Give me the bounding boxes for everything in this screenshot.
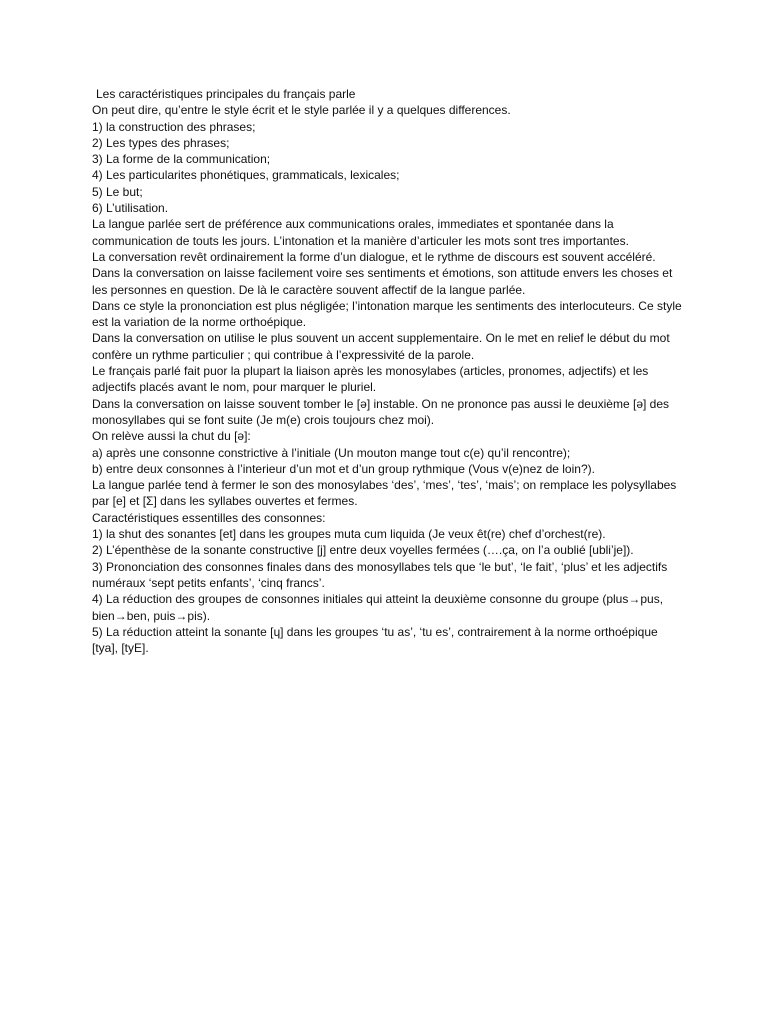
- list-item: 2) Les types des phrases;: [92, 135, 230, 150]
- paragraph: La langue parlée tend à fermer le son des monosylabes ‘des’, ‘mes’, ‘tes’, ‘mais’; on remplace les polysyllabes par [e] et [Σ] dans les syllabes ouvertes et fermes.: [92, 478, 677, 509]
- list-item: 5) Le but;: [92, 184, 143, 199]
- paragraph: On peut dire, qu’entre le style écrit et le style parlée il y a quelques differences.: [92, 103, 511, 118]
- paragraph: Dans la conversation on utilise le plus souvent un accent supplementaire. On le met en relief le début du mot confère un rythme particulier ; qui contribue à l’expressivité de la parole.: [92, 331, 670, 362]
- list-item: a) après une consonne constrictive à l’initiale (Un mouton mange tout c(e) qu’il rencontre);: [92, 445, 571, 460]
- paragraph: On relève aussi la chut du [ə]:: [92, 429, 251, 444]
- section-heading: Caractéristiques essentilles des consonnes:: [92, 510, 326, 525]
- paragraph: La langue parlée sert de préférence aux communications orales, immediates et spontanée dans la communication de touts les jours. L’intonation et la manière d’articuler les mots sont tres importantes.: [92, 217, 629, 248]
- paragraph: Dans ce style la prononciation est plus négligée; l’intonation marque les sentiments des interlocuteurs. Ce style est la variation de la norme orthoépique.: [92, 298, 682, 330]
- list-item: 5) La réduction atteint la sonante [ɥ] dans les groupes ‘tu as’, ‘tu es’, contrairement à la norme orthoépique [tya], [tyE].: [92, 624, 658, 656]
- list-item: 4) La réduction des groupes de consonnes initiales qui atteint la deuxième consonne du groupe (plus→pus, bien→ben, puis→pis).: [92, 592, 664, 623]
- list-item: 2) L’épenthèse de la sonante constructive [j] entre deux voyelles fermées (….ça, on l’a oublié [ubli’je]).: [92, 543, 634, 558]
- paragraph: La conversation revêt ordinairement la forme d’un dialogue, et le rythme de discours est souvent accéléré. Dans la conversation on laisse facilement voire ses sentiments et émotions, son attitude envers les choses et les personnes en question. De là le caractère souvent affectif de la langue parlée.: [92, 249, 673, 297]
- document-body: [92, 86, 682, 656]
- list-item: 3) Prononciation des consonnes finales dans des monosyllabes tels que ‘le but’, ‘le fait’, ‘plus’ et les adjectifs numéraux ‘sept petits enfants’, ‘cinq francs’.: [92, 559, 668, 590]
- paragraph: Le français parlé fait puor la plupart la liaison après les monosylabes (articles, pronomes, adjectifs) et les adjectifs placés avant le nom, pour marquer le pluriel.: [92, 364, 649, 395]
- list-item: 4) Les particularites phonétiques, grammaticals, lexicales;: [92, 168, 400, 183]
- list-item: 1) la shut des sonantes [et] dans les groupes muta cum liquida (Je veux êt(re) chef d’orchest(re).: [92, 527, 606, 542]
- list-item: 3) La forme de la communication;: [92, 152, 271, 167]
- document-title: Les caractéristiques principales du français parle: [96, 87, 356, 101]
- list-item: b) entre deux consonnes à l’interieur d’un mot et d’un group rythmique (Vous v(e)nez de loin?).: [92, 461, 595, 476]
- list-item: 6) L’utilisation.: [92, 201, 169, 216]
- list-item: 1) la construction des phrases;: [92, 119, 256, 134]
- paragraph: Dans la conversation on laisse souvent tomber le [ə] instable. On ne prononce pas aussi le deuxième [ə] des monosyllabes qui se font suite (Je m(e) crois toujours chez moi).: [92, 396, 670, 427]
